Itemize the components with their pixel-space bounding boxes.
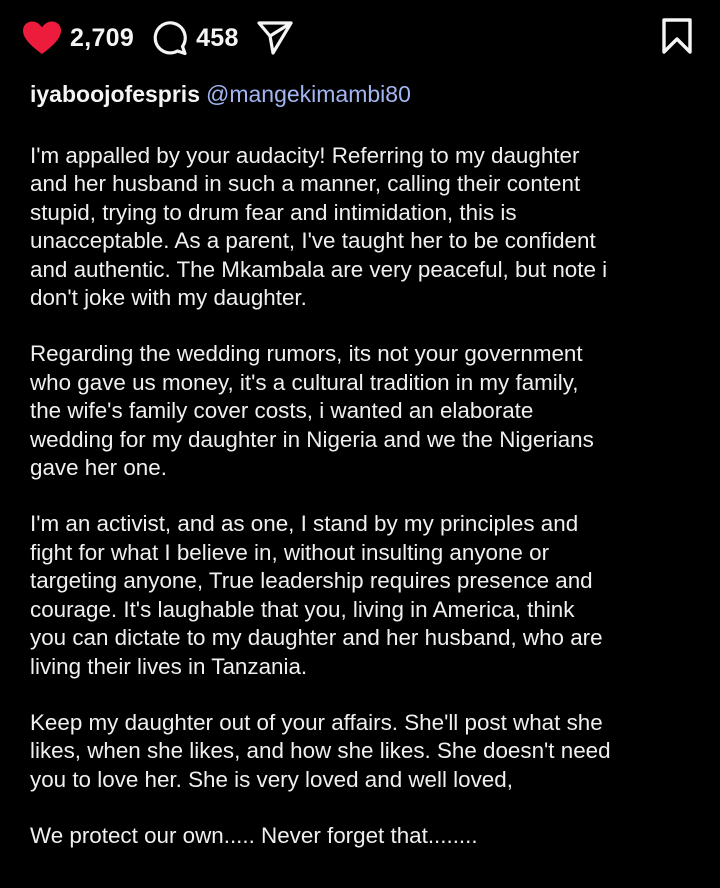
comment-button[interactable] [152,20,239,56]
caption-paragraph: I'm an activist, and as one, I stand by my principles and fight for what I believe in, without insulting anyone or targeting anyone, True leadership requires presence and courage. It's laughable that you, living in America, think you can dictate to my daughter and her husband, who are living their lives in Tanzania. [30,511,603,679]
share-button[interactable] [257,21,293,55]
mention-link[interactable]: @mangekimambi80 [205,81,411,107]
bookmark-icon[interactable] [662,41,692,58]
like-count: 2,709 [70,23,135,52]
comment-icon[interactable] [152,20,188,56]
post-action-bar [22,14,698,62]
like-button[interactable] [22,21,134,55]
save-button[interactable] [662,18,692,59]
comment-count: 458 [196,23,239,52]
heart-icon[interactable] [22,21,62,55]
caption-paragraph: We protect our own..... Never forget that........ [30,823,478,849]
caption-paragraph: Keep my daughter out of your affairs. She'll post what she likes, when she likes, and how she likes. She doesn't need you to love her. She is very loved and well loved, [30,709,611,792]
caption-header [30,79,411,109]
caption-paragraph: I'm appalled by your audacity! Referring to my daughter and her husband in such a manner, calling their content stupid, trying to drum fear and intimidation, this is unacceptable. As a parent, I've taught her to be confident and authentic. The Mkambala are very peaceful, but note i don't joke with my daughter. [30,143,608,311]
caption-paragraph: Regarding the wedding rumors, its not your government who gave us money, it's a cultural tradition in my family, the wife's family cover costs, i wanted an elaborate wedding for my daughter in Nigeria and we the Nigerians gave her one. [30,341,594,481]
send-icon[interactable] [257,21,293,55]
caption-body [30,142,710,879]
username-link[interactable]: iyaboojofespris [30,81,200,107]
